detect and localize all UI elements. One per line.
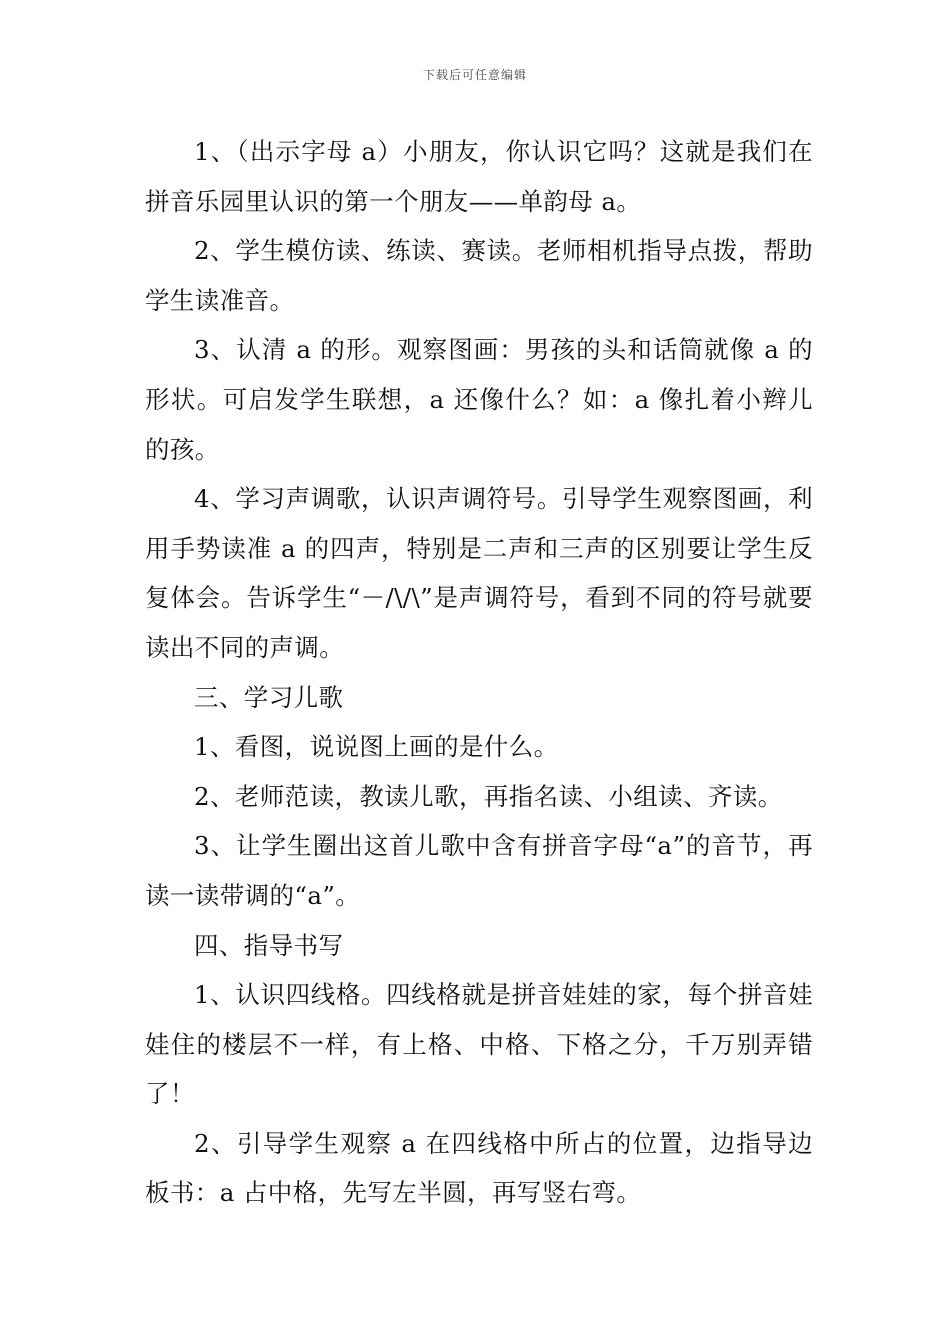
paragraph-step-3-letter-shape: 3、认清 a 的形。观察图画：男孩的头和话筒就像 a 的形状。可启发学生联想，a 还像什么？如：a 像扎着小辫儿的孩。 xyxy=(145,335,813,464)
paragraph-rhyme-step-2: 2、老师范读，教读儿歌，再指名读、小组读、齐读。 xyxy=(194,781,783,811)
paragraph-step-4-tone-song: 4、学习声调歌，认识声调符号。引导学生观察图画，利用手势读准 a 的四声，特别是二声和三声的区别要让学生反复体会。告诉学生“－/\/\”是声调符号，看到不同的符号就要读出不同的声调。 xyxy=(145,484,813,662)
paragraph-step-1-show-letter: 1、（出示字母 a）小朋友，你认识它吗？这就是我们在拼音乐园里认识的第一个朋友——单韵母 a。 xyxy=(145,137,813,216)
paragraph-step-2-reading-practice: 2、学生模仿读、练读、赛读。老师相机指导点拨，帮助学生读准音。 xyxy=(145,236,813,315)
paragraph-writing-step-2: 2、引导学生观察 a 在四线格中所占的位置，边指导边板书：a 占中格，先写左半圆，再写竖右弯。 xyxy=(145,1128,813,1208)
paragraph-writing-step-1: 1、认识四线格。四线格就是拼音娃娃的家，每个拼音娃娃住的楼层不一样，有上格、中格、下格之分，千万别弄错了！ xyxy=(145,980,813,1109)
paragraph-rhyme-step-3: 3、让学生圈出这首儿歌中含有拼音字母“a”的音节，再读一读带调的“a”。 xyxy=(145,831,813,910)
page-header: 下载后可任意编辑 xyxy=(422,68,527,82)
section-heading-writing-guidance: 四、指导书写 xyxy=(194,930,344,960)
document-body xyxy=(145,127,813,1218)
paragraph-rhyme-step-1: 1、看图，说说图上画的是什么。 xyxy=(194,732,559,762)
section-heading-learn-rhyme: 三、学习儿歌 xyxy=(194,682,344,712)
